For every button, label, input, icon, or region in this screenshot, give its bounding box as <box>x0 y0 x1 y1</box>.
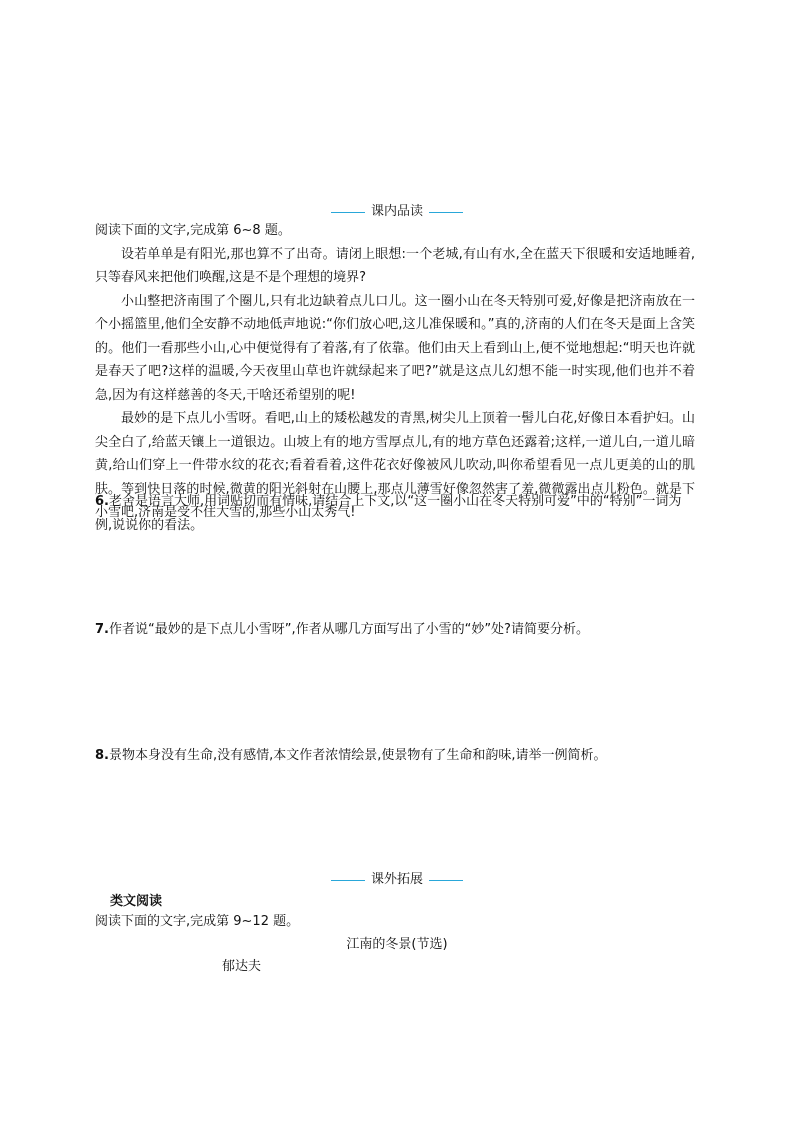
section-heading-label: 课内品读 <box>370 204 423 219</box>
sub-section-label: 类文阅读 <box>110 894 163 909</box>
article-title: 江南的冬景(节选) <box>346 937 448 952</box>
question-text: 景物本身没有生命,没有感情,本文作者浓情绘景,使景物有了生命和韵味,请举一例简析。 <box>108 748 607 763</box>
passage-instruction: 阅读下面的文字,完成第 6~8 题。 <box>95 223 291 238</box>
question-8 <box>95 744 695 768</box>
extension-instruction: 阅读下面的文字,完成第 9~12 题。 <box>95 914 300 929</box>
question-number: 6. <box>95 494 109 509</box>
question-number: 8. <box>95 748 109 763</box>
section-heading-label: 课外拓展 <box>370 872 423 887</box>
question-text: 老舍是语言大师,用词贴切而有情味,请结合上下文,以“这一圈小山在冬天特别可爱”中的“特别”一词为例,说说你的看法。 <box>95 494 682 533</box>
heading-rule-right <box>429 212 463 213</box>
reading-passage <box>95 219 695 525</box>
question-7 <box>95 618 695 642</box>
section-heading-extension <box>0 871 794 890</box>
article-author: 郁达夫 <box>222 959 262 974</box>
heading-rule-right <box>429 880 463 881</box>
passage-paragraph-2: 小山整把济南围了个圈儿,只有北边缺着点儿口儿。这一圈小山在冬天特别可爱,好像是把济南放在一个小摇篮里,他们全安静不动地低声地说:“你们放心吧,这儿准保暖和。”真的,济南的人们在冬天是面上含笑的。他们一看那些小山,心中便觉得有了着落,有了依靠。他们由天上看到山上,便不觉地想起:“明天也许就是春天了吧?这样的温暖,今天夜里山草也许就绿起来了吧?”就是这点儿幻想不能一时实现,他们也并不着急,因为有这样慈善的冬天,干啥还希望别的呢! <box>95 293 695 403</box>
heading-rule-left <box>331 880 365 881</box>
passage-paragraph-1: 设若单单是有阳光,那也算不了出奇。请闭上眼想:一个老城,有山有水,全在蓝天下很暖和安适地睡着,只等春风来把他们唤醒,这是不是个理想的境界? <box>95 246 695 285</box>
heading-rule-left <box>331 212 365 213</box>
question-6 <box>95 490 695 537</box>
question-number: 7. <box>95 622 109 637</box>
passage-paragraph-3: 最妙的是下点儿小雪呀。看吧,山上的矮松越发的青黑,树尖儿上顶着一髻儿白花,好像日本看护妇。山尖全白了,给蓝天镶上一道银边。山坡上有的地方雪厚点儿,有的地方草色还露着;这样,一道儿白,一道儿暗黄,给山们穿上一件带水纹的花衣;看着看着,这件花衣好像被风儿吹动,叫你希望看见一点儿更美的山的肌肤。等到快日落的时候,微黄的阳光斜射在山腰上,那点儿薄雪好像忽然害了羞,微微露出点儿粉色。就是下小雪吧,济南是受不住大雪的,那些小山太秀气! <box>95 411 695 520</box>
question-text: 作者说“最妙的是下点儿小雪呀”,作者从哪几方面写出了小雪的“妙”处?请简要分析。 <box>108 622 589 637</box>
